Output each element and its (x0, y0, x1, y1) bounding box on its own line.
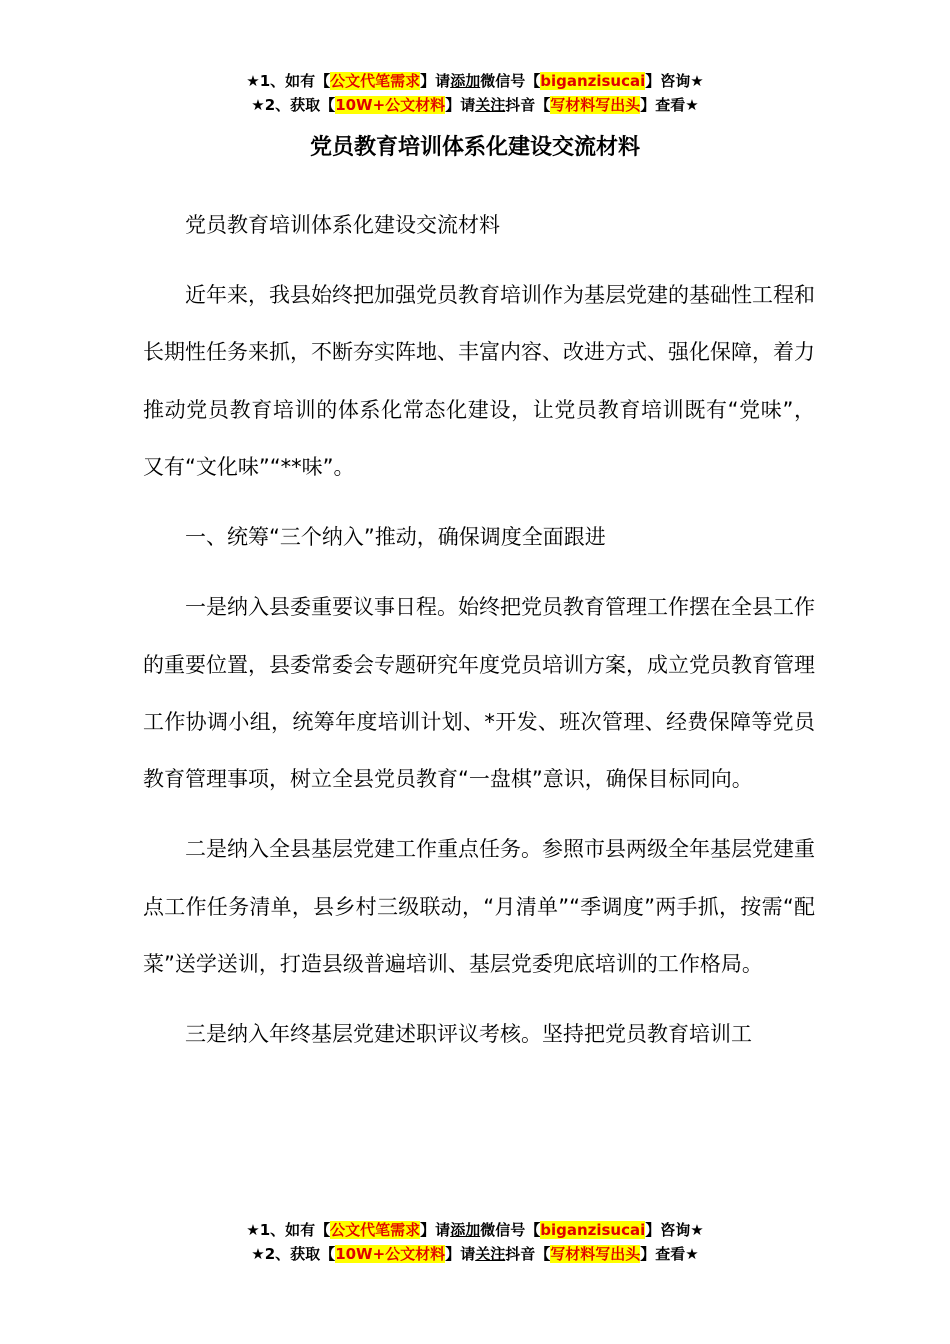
promo-text: 】咨询★ (645, 1221, 704, 1239)
promo-text: 】请 (445, 96, 476, 114)
promo-text: 】查看★ (640, 96, 699, 114)
promo-underlined-text: 添加 (450, 72, 481, 90)
promo-text: 】请 (420, 72, 451, 90)
document-title: 党员教育培训体系化建设交流材料 (309, 135, 640, 160)
promo-text: ★2、获取【 (251, 96, 336, 114)
footer-promo-banner (0, 1218, 950, 1266)
intro-paragraph: 近年来，我县始终把加强党员教育培训作为基层党建的基础性工程和长期性任务来抓，不断夯实阵地、丰富内容、改进方式、强化保障，着力推动党员教育培训的体系化常态化建设，让党员教育培训既有“党味”，又有“文化味”“**味”。 (143, 283, 815, 480)
promo-highlight: 10W+公文材料 (335, 96, 446, 114)
body-paragraph: 三是纳入年终基层党建述职评议考核。坚持把党员教育培训工 (185, 1022, 752, 1047)
promo-line-2 (0, 93, 950, 117)
section-heading: 一、统筹“三个纳入”推动，确保调度全面跟进 (185, 525, 606, 550)
promo-text: 】查看★ (640, 1245, 699, 1263)
promo-douyin-id: 写材料写出头 (550, 96, 641, 114)
promo-highlight: 公文代笔需求 (330, 1221, 421, 1239)
promo-text: 】请 (420, 1221, 451, 1239)
body-paragraph: 二是纳入全县基层党建工作重点任务。参照市县两级全年基层党建重点工作任务清单，县乡村三级联动，“月清单”“季调度”两手抓，按需“配菜”送学送训，打造县级普遍培训、基层党委兜底培训的工作格局。 (143, 837, 815, 977)
promo-underlined-text: 添加 (450, 1221, 481, 1239)
promo-wechat-id: biganzisucai (540, 1221, 646, 1239)
promo-text: ★1、如有【 (246, 1221, 331, 1239)
promo-text: 微信号【 (480, 72, 541, 90)
promo-underlined-text: 关注 (475, 96, 506, 114)
promo-text: 抖音【 (505, 1245, 551, 1263)
promo-line-1 (0, 69, 950, 93)
header-promo-banner (0, 69, 950, 117)
promo-text: ★1、如有【 (246, 72, 331, 90)
promo-wechat-id: biganzisucai (540, 72, 646, 90)
promo-text: 微信号【 (480, 1221, 541, 1239)
promo-highlight: 10W+公文材料 (335, 1245, 446, 1263)
promo-text: 】咨询★ (645, 72, 704, 90)
promo-text: 】请 (445, 1245, 476, 1263)
promo-text: ★2、获取【 (251, 1245, 336, 1263)
promo-douyin-id: 写材料写出头 (550, 1245, 641, 1263)
promo-line-1 (0, 1218, 950, 1242)
document-body (143, 197, 815, 1076)
promo-underlined-text: 关注 (475, 1245, 506, 1263)
promo-line-2 (0, 1242, 950, 1266)
promo-text: 抖音【 (505, 96, 551, 114)
subtitle-paragraph: 党员教育培训体系化建设交流材料 (185, 213, 500, 237)
body-paragraph: 一是纳入县委重要议事日程。始终把党员教育管理工作摆在全县工作的重要位置，县委常委会专题研究年度党员培训方案，成立党员教育管理工作协调小组，统筹年度培训计划、*开发、班次管理、经费保障等党员教育管理事项，树立全县党员教育“一盘棋”意识，确保目标同向。 (143, 595, 815, 792)
promo-highlight: 公文代笔需求 (330, 72, 421, 90)
